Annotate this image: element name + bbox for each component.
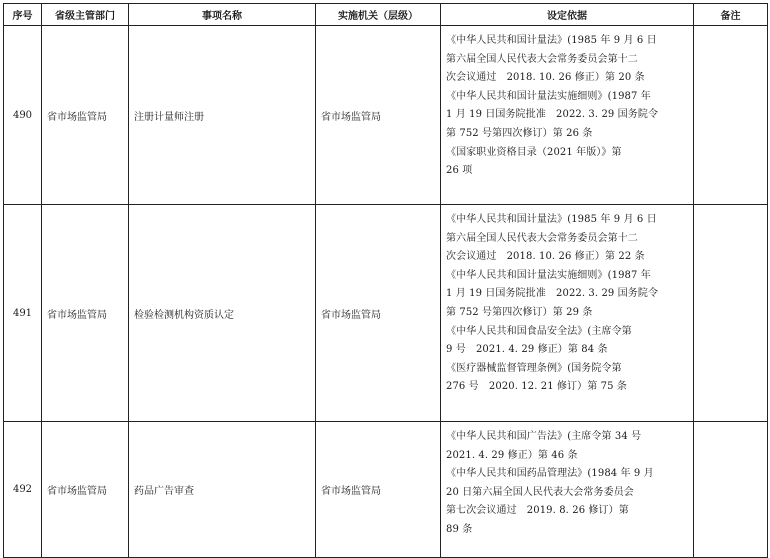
basis-line: 次会议通过 2018. 10. 26 修正）第 22 条 [446, 251, 645, 263]
basis-line: 《中华人民共和国计量法实施细则》(1987 年 [446, 269, 651, 281]
basis-line: 9 号 2021. 4. 29 修正）第 84 条 [446, 344, 608, 356]
header-row [4, 4, 768, 26]
basis-line: 26 项 [446, 165, 473, 177]
cell-item-name: 药品广告审查 [129, 422, 316, 558]
basis-line: 《中华人民共和国计量法实施细则》(1987 年 [446, 90, 651, 102]
basis-line: 1 月 19 日国务院批准 2022. 3. 29 国务院令 [446, 288, 659, 300]
basis-line: 1 月 19 日国务院批准 2022. 3. 29 国务院令 [446, 109, 659, 121]
basis-line: 《中华人民共和国计量法》(1985 年 9 月 6 日 [446, 35, 657, 46]
header-remark: 备注 [694, 4, 768, 26]
basis-line: 《国家职业资格目录（2021 年版）》第 [446, 146, 622, 158]
cell-basis [441, 26, 694, 205]
cell-remark [694, 26, 768, 205]
cell-item-name: 注册计量师注册 [129, 26, 316, 205]
cell-agency: 省市场监管局 [316, 26, 441, 205]
basis-line: 20 日第六届全国人民代表大会常务委员会 [446, 486, 634, 498]
cell-seq: 492 [4, 422, 42, 558]
basis-line: 次会议通过 2018. 10. 26 修正）第 20 条 [446, 72, 645, 84]
cell-agency: 省市场监管局 [316, 205, 441, 422]
basis-line: 《中华人民共和国计量法》(1985 年 9 月 6 日 [446, 214, 657, 225]
basis-line: 第 752 号第四次修订）第 26 条 [446, 127, 593, 139]
basis-line: 《中华人民共和国广告法》(主席令第 34 号 [446, 431, 642, 442]
cell-remark [694, 422, 768, 558]
header-agency: 实施机关（层级） [316, 4, 441, 26]
items-table [3, 3, 768, 558]
header-seq: 序号 [4, 4, 42, 26]
cell-agency: 省市场监管局 [316, 422, 441, 558]
basis-line: 《中华人民共和国食品安全法》(主席令第 [446, 325, 632, 337]
basis-line: 89 条 [446, 523, 473, 535]
basis-line: 第六届全国人民代表大会常务委员会第十二 [446, 232, 638, 244]
cell-remark [694, 205, 768, 422]
basis-line: 第七次会议通过 2019. 8. 26 修订）第 [446, 505, 629, 517]
basis-line: 《医疗器械监督管理条例》(国务院令第 [446, 362, 622, 374]
header-department: 省级主管部门 [42, 4, 129, 26]
basis-line: 276 号 2020. 12. 21 修订）第 75 条 [446, 381, 627, 393]
header-item-name: 事项名称 [129, 4, 316, 26]
cell-department: 省市场监管局 [42, 422, 129, 558]
table-row [4, 205, 768, 422]
cell-department: 省市场监管局 [42, 26, 129, 205]
basis-line: 2021. 4. 29 修正）第 46 条 [446, 449, 578, 461]
cell-basis [441, 422, 694, 558]
basis-line: 《中华人民共和国药品管理法》(1984 年 9 月 [446, 468, 654, 480]
table-row [4, 422, 768, 558]
cell-basis [441, 205, 694, 422]
header-basis: 设定依据 [441, 4, 694, 26]
cell-seq: 490 [4, 26, 42, 205]
cell-seq: 491 [4, 205, 42, 422]
basis-line: 第 752 号第四次修订）第 29 条 [446, 306, 593, 318]
table-row [4, 26, 768, 205]
cell-department: 省市场监管局 [42, 205, 129, 422]
cell-item-name: 检验检测机构资质认定 [129, 205, 316, 422]
basis-line: 第六届全国人民代表大会常务委员会第十二 [446, 53, 638, 65]
